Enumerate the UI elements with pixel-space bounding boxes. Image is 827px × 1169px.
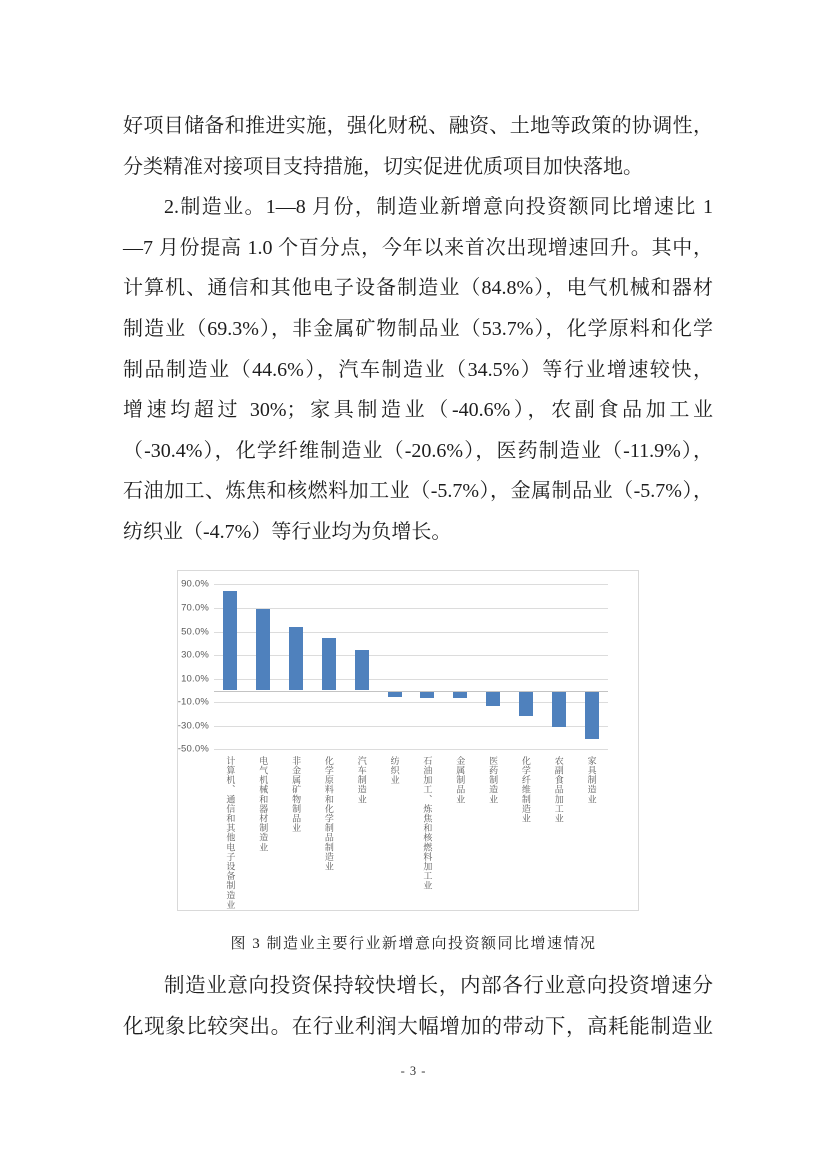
gridline (214, 584, 608, 585)
y-axis-tick-label: -50.0% (177, 743, 209, 755)
x-axis-label: 化学原料和化学制品制造业 (323, 756, 334, 872)
y-axis-tick-label: 70.0% (181, 602, 209, 614)
bar (289, 627, 303, 690)
body-text-line: 制造业（69.3%），非金属矿物制品业（53.7%），化学原料和化学 (123, 317, 713, 340)
gridline (214, 632, 608, 633)
bar (585, 692, 599, 740)
body-text-line: 化现象比较突出。在行业利润大幅增加的带动下，高耗能制造业 (123, 1016, 713, 1038)
y-axis-tick-label: 10.0% (181, 673, 209, 685)
x-axis-label: 石油加工、炼焦和核燃料加工业 (422, 756, 433, 891)
y-axis-tick-label: 30.0% (181, 649, 209, 661)
y-axis-tick-label: -10.0% (177, 696, 209, 708)
body-paragraph-top (123, 106, 713, 553)
y-axis-tick-label: 90.0% (181, 578, 209, 590)
bar (223, 591, 237, 691)
body-text-line: 制造业意向投资保持较快增长，内部各行业意向投资增速分 (164, 975, 713, 997)
x-axis-label: 化学纤维制造业 (520, 756, 531, 824)
zero-axis-line (214, 691, 608, 692)
x-axis-label: 电气机械和器材制造业 (258, 756, 269, 852)
x-axis-label: 医药制造业 (488, 756, 499, 804)
page-number: - 3 - (400, 1064, 427, 1078)
gridline (214, 702, 608, 703)
x-axis-label: 非金属矿物制品业 (291, 756, 302, 833)
gridline (214, 749, 608, 750)
body-text-line: 好项目储备和推进实施，强化财税、融资、土地等政策的协调性， (123, 115, 713, 137)
body-text-line: 分类精准对接项目支持措施，切实促进优质项目加快落地。 (123, 155, 643, 178)
figure-3-bar-chart (177, 570, 639, 911)
bar (355, 650, 369, 691)
x-axis-label: 汽车制造业 (356, 756, 367, 804)
bar (420, 692, 434, 699)
body-text-line: —7 月份提高 1.0 个百分点，今年以来首次出现增速回升。其中， (123, 236, 713, 259)
bar (256, 609, 270, 691)
y-axis-tick-label: -30.0% (177, 720, 209, 732)
bar (552, 692, 566, 728)
bar (453, 692, 467, 699)
x-axis-label: 金属制品业 (455, 756, 466, 804)
gridline (214, 655, 608, 656)
body-text-line: 纺织业（-4.7%）等行业均为负增长。 (123, 520, 452, 543)
body-text-line: 石油加工、炼焦和核燃料加工业（-5.7%），金属制品业（-5.7%）， (123, 480, 713, 503)
x-axis-label: 纺织业 (389, 756, 400, 785)
gridline (214, 726, 608, 727)
body-text-line: 增速均超过 30%；家具制造业（-40.6%），农副食品加工业 (123, 399, 713, 422)
gridline (214, 608, 608, 609)
x-axis-label: 计算机、通信和其他电子设备制造业 (225, 756, 236, 910)
bar (322, 638, 336, 691)
figure-caption: 图 3 制造业主要行业新增意向投资额同比增速情况 (230, 936, 597, 952)
x-axis-label: 农副食品加工业 (553, 756, 564, 824)
body-text-line: 制品制造业（44.6%），汽车制造业（34.5%）等行业增速较快， (123, 358, 713, 381)
x-axis-label: 家具制造业 (586, 756, 597, 804)
bar (388, 692, 402, 698)
y-axis-tick-label: 50.0% (181, 626, 209, 638)
body-text-line: （-30.4%），化学纤维制造业（-20.6%），医药制造业（-11.9%）， (123, 439, 713, 462)
body-paragraph-bottom (123, 966, 713, 1048)
bar (486, 692, 500, 706)
body-text-line: 计算机、通信和其他电子设备制造业（84.8%），电气机械和器材 (123, 277, 713, 300)
body-text-line: 2.制造业。1—8 月份，制造业新增意向投资额同比增速比 1 (164, 196, 713, 219)
gridline (214, 679, 608, 680)
bar (519, 692, 533, 716)
